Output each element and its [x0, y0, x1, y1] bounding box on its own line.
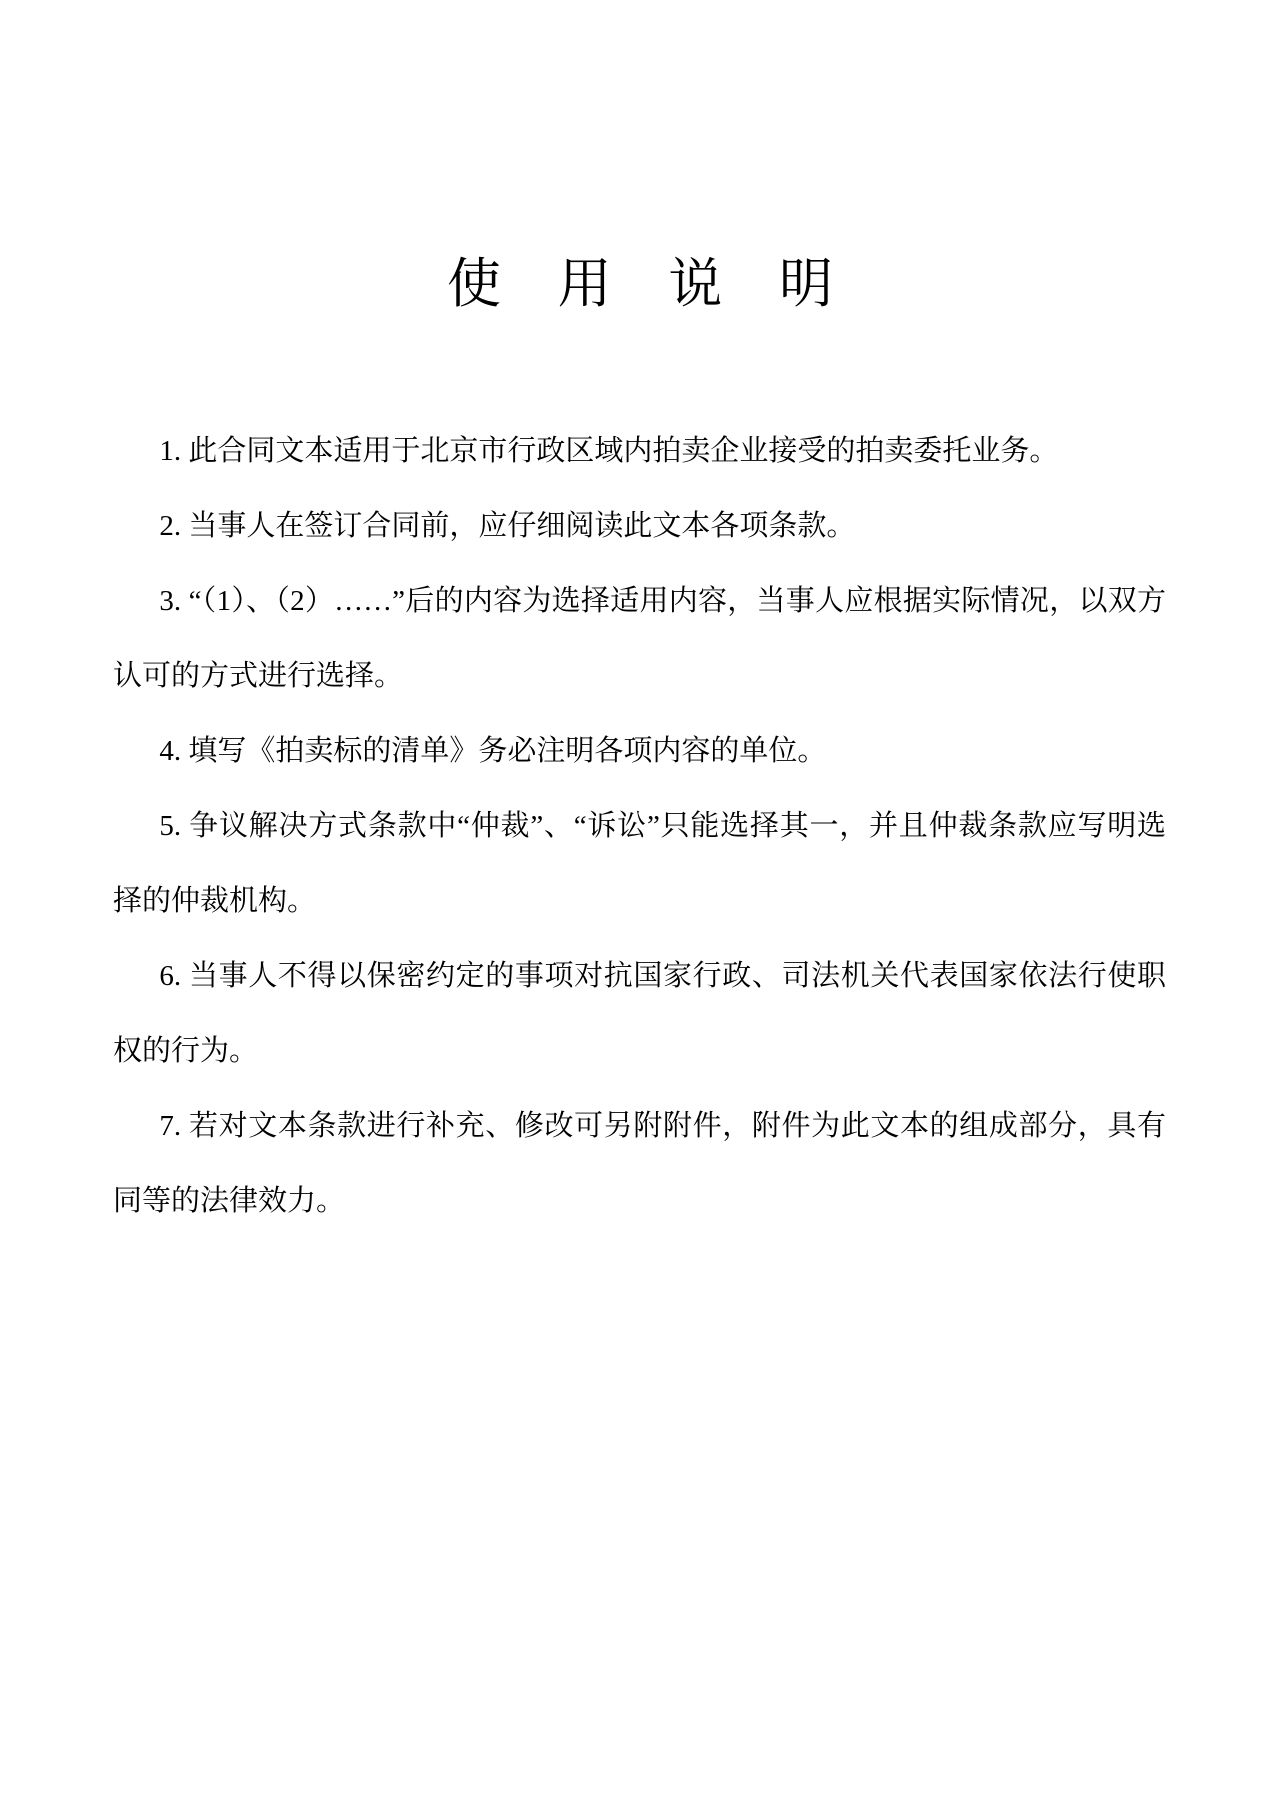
instruction-item-2: 2. 当事人在签订合同前，应仔细阅读此文本各项条款。 — [159, 509, 856, 542]
page-title: 使用说明 — [446, 254, 890, 314]
instruction-item-5: 5. 争议解决方式条款中“仲裁”、“诉讼”只能选择其一，并且仲裁条款应写明选择的仲裁机构。 — [113, 809, 1166, 917]
instructions-section — [0, 414, 1280, 1239]
instruction-item-4: 4. 填写《拍卖标的清单》务必注明各项内容的单位。 — [159, 734, 827, 767]
instruction-item-7: 7. 若对文本条款进行补充、修改可另附附件，附件为此文本的组成部分，具有同等的法律效力。 — [113, 1109, 1166, 1217]
instruction-item-6: 6. 当事人不得以保密约定的事项对抗国家行政、司法机关代表国家依法行使职权的行为。 — [113, 959, 1166, 1067]
instruction-item-1: 1. 此合同文本适用于北京市行政区域内拍卖企业接受的拍卖委托业务。 — [159, 434, 1059, 467]
instruction-item-3: 3. “（1）、（2）……”后的内容为选择适用内容，当事人应根据实际情况，以双方认可的方式进行选择。 — [113, 584, 1166, 692]
